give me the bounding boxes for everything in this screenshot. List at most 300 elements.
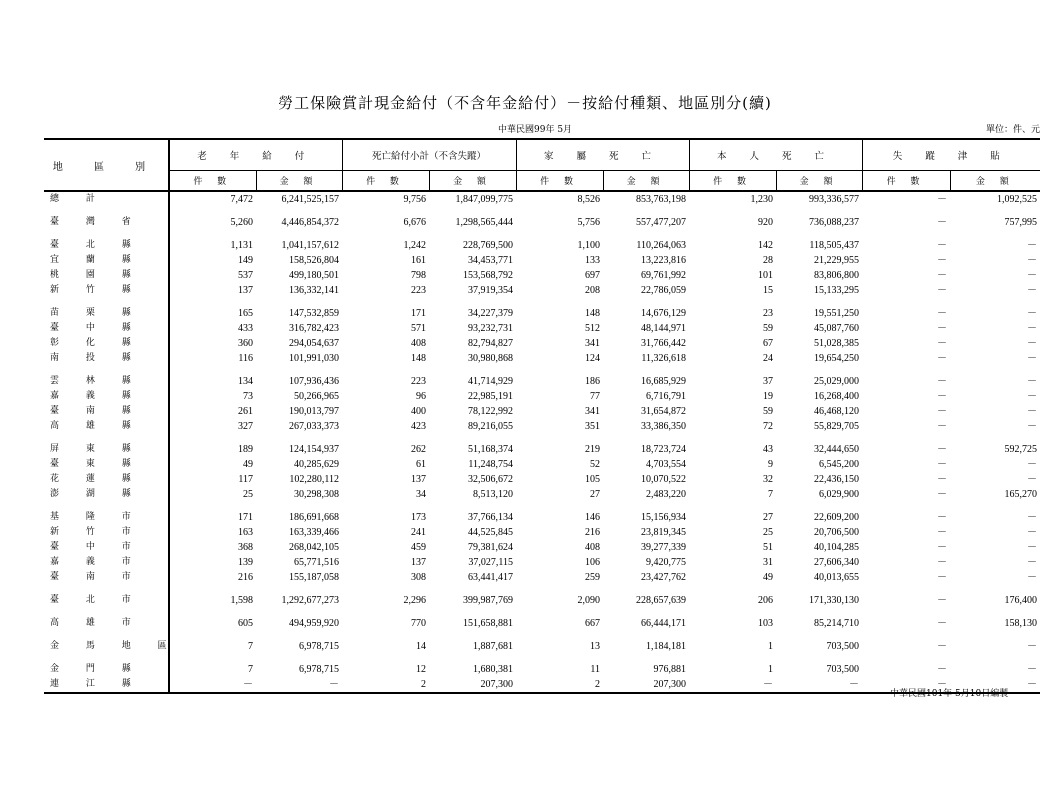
amount-cell: 165,270 (1004, 489, 1038, 500)
amount-cell: 51,168,374 (468, 444, 514, 455)
amount-cell: 22,609,200 (814, 512, 860, 523)
amount-cell: 2,483,220 (646, 489, 687, 500)
count-cell: － (937, 240, 948, 251)
region-header: 地 區 別 (44, 139, 169, 191)
region-name: 高 雄 縣 (44, 419, 169, 434)
count-cell: 327 (238, 421, 253, 432)
count-cell: 72 (763, 421, 774, 432)
count-cell: 11 (590, 664, 601, 675)
table-row (44, 472, 1040, 487)
region-name: 新 竹 縣 (44, 283, 169, 298)
report-date: 中華民國99年 5月 (498, 125, 573, 135)
amount-cell: 110,264,063 (636, 240, 687, 251)
amount-cell: 101,991,030 (289, 353, 339, 364)
amount-cell: 89,216,055 (468, 421, 514, 432)
count-cell: 12 (416, 664, 426, 675)
count-cell: 667 (585, 618, 601, 629)
count-cell: 27 (763, 512, 774, 523)
count-cell: － (169, 677, 256, 693)
table-row (44, 336, 1040, 351)
amount-cell: － (950, 677, 1040, 693)
region-name: 臺 南 縣 (44, 404, 169, 419)
count-cell: － (937, 664, 948, 675)
region-name: 臺 中 市 (44, 540, 169, 555)
amount-cell: 31,766,442 (641, 338, 687, 349)
amount-subheader: 金 額 (603, 171, 689, 192)
count-cell: 400 (411, 406, 426, 417)
amount-cell: 1,041,157,612 (281, 240, 339, 251)
count-subheader: 件 數 (862, 171, 950, 192)
count-cell: 259 (585, 572, 601, 583)
unit-label: 單位：件、元 (985, 125, 1040, 135)
count-cell: 139 (238, 557, 253, 568)
amount-cell: － (1027, 421, 1038, 432)
count-cell: 148 (585, 308, 601, 319)
amount-subheader: 金 額 (256, 171, 342, 192)
group-header-self-death: 本 人 死 亡 (689, 139, 862, 171)
count-cell: 223 (411, 285, 426, 296)
table-row (44, 366, 1040, 389)
amount-cell: 20,706,500 (814, 527, 860, 538)
region-name: 雲 林 縣 (44, 366, 169, 389)
count-cell: － (937, 217, 948, 228)
amount-cell: 592,725 (1004, 444, 1038, 455)
amount-cell: 39,277,339 (641, 542, 687, 553)
region-name: 臺 灣 省 (44, 207, 169, 230)
count-cell: 101 (758, 270, 774, 281)
count-subheader: 件 數 (169, 171, 256, 192)
count-cell: 798 (411, 270, 426, 281)
count-cell: 49 (763, 572, 774, 583)
amount-cell: 41,714,929 (468, 376, 514, 387)
count-cell: 171 (238, 512, 253, 523)
amount-cell: 48,144,971 (641, 323, 687, 334)
amount-cell: 10,070,522 (641, 474, 687, 485)
count-cell: 165 (238, 308, 253, 319)
count-cell: 6,676 (403, 217, 426, 228)
table-row (44, 207, 1040, 230)
count-cell: 24 (763, 353, 774, 364)
table-row (44, 457, 1040, 472)
table-row (44, 631, 1040, 654)
count-cell: － (937, 572, 948, 583)
count-cell: － (937, 270, 948, 281)
amount-cell: 8,513,120 (473, 489, 514, 500)
count-cell: 137 (411, 557, 426, 568)
amount-cell: 27,606,340 (814, 557, 860, 568)
table-row (44, 389, 1040, 404)
count-cell: 8,526 (577, 194, 601, 205)
region-name: 臺 北 市 (44, 585, 169, 608)
amount-cell: － (1027, 308, 1038, 319)
table-row (44, 434, 1040, 457)
amount-cell: 499,180,501 (289, 270, 339, 281)
amount-cell: － (1027, 572, 1038, 583)
amount-cell: 207,300 (603, 677, 689, 693)
amount-cell: 83,806,800 (814, 270, 860, 281)
count-cell: 208 (585, 285, 601, 296)
amount-cell: 153,568,792 (463, 270, 514, 281)
group-header-missing-allowance: 失 蹤 津 貼 (862, 139, 1040, 171)
table-row (44, 540, 1040, 555)
amount-cell: 6,545,200 (819, 459, 860, 470)
count-cell: 148 (411, 353, 426, 364)
amount-cell: 63,441,417 (468, 572, 514, 583)
report-title: 勞工保險賞計現金給付（不含年金給付）－按給付種類、地區別分(續) (278, 94, 772, 112)
count-cell: 25 (763, 527, 774, 538)
region-name: 彰 化 縣 (44, 336, 169, 351)
amount-cell: － (1027, 391, 1038, 402)
amount-cell: － (1027, 557, 1038, 568)
count-cell: 261 (238, 406, 253, 417)
region-name: 嘉 義 縣 (44, 389, 169, 404)
amount-cell: 1,184,181 (646, 641, 687, 652)
amount-cell: 46,468,120 (814, 406, 860, 417)
amount-cell: － (1027, 255, 1038, 266)
count-cell: 13 (590, 641, 601, 652)
count-cell: 351 (585, 421, 601, 432)
amount-cell: － (1027, 641, 1038, 652)
count-cell: 37 (763, 376, 774, 387)
amount-cell: 79,381,624 (468, 542, 514, 553)
amount-cell: 176,400 (1004, 595, 1038, 606)
amount-cell: 23,819,345 (641, 527, 687, 538)
amount-cell: － (1027, 406, 1038, 417)
amount-cell: 19,551,250 (814, 308, 860, 319)
group-header-death-subtotal: 死亡給付小計（不含失蹤） (342, 139, 516, 171)
count-cell: 408 (411, 338, 426, 349)
count-cell: － (937, 255, 948, 266)
amount-cell: 151,658,881 (463, 618, 514, 629)
amount-cell: 853,763,198 (636, 194, 687, 205)
count-cell: 219 (585, 444, 601, 455)
count-cell: 73 (243, 391, 253, 402)
amount-cell: 399,987,769 (463, 595, 514, 606)
amount-cell: 37,919,354 (468, 285, 514, 296)
amount-subheader: 金 額 (429, 171, 516, 192)
amount-cell: － (1027, 240, 1038, 251)
count-cell: 28 (763, 255, 774, 266)
count-cell: 161 (411, 255, 426, 266)
count-cell: 96 (416, 391, 426, 402)
amount-cell: 19,654,250 (814, 353, 860, 364)
compiled-date: 中華民國101年 5月10日編製 (890, 689, 1009, 699)
amount-cell: 557,477,207 (636, 217, 687, 228)
amount-cell: － (1027, 459, 1038, 470)
count-cell: 2 (516, 677, 603, 693)
table-row (44, 555, 1040, 570)
amount-cell: 4,703,554 (646, 459, 687, 470)
count-cell: 105 (585, 474, 601, 485)
count-cell: 216 (585, 527, 601, 538)
amount-cell: － (1027, 270, 1038, 281)
amount-cell: 9,420,775 (646, 557, 687, 568)
count-cell: 360 (238, 338, 253, 349)
region-name: 花 蓮 縣 (44, 472, 169, 487)
amount-cell: 13,223,816 (641, 255, 687, 266)
table-row (44, 298, 1040, 321)
count-cell: 34 (416, 489, 426, 500)
amount-cell: 976,881 (653, 664, 687, 675)
count-cell: 697 (585, 270, 601, 281)
count-cell: 23 (763, 308, 774, 319)
region-name: 臺 南 市 (44, 570, 169, 585)
amount-cell: 69,761,992 (641, 270, 687, 281)
region-name: 桃 園 縣 (44, 268, 169, 283)
count-cell: － (862, 677, 950, 693)
count-cell: 14 (416, 641, 426, 652)
table-row (44, 351, 1040, 366)
count-cell: 341 (585, 338, 601, 349)
amount-cell: 1,847,099,775 (455, 194, 514, 205)
table-row (44, 283, 1040, 298)
count-cell: － (937, 308, 948, 319)
table-row (44, 525, 1040, 540)
count-cell: 186 (585, 376, 601, 387)
region-name: 金 馬 地 區 (44, 631, 169, 654)
group-header-old-age: 老 年 給 付 (169, 139, 342, 171)
count-cell: － (937, 489, 948, 500)
count-cell: 459 (411, 542, 426, 553)
group-header-family-death: 家 屬 死 亡 (516, 139, 689, 171)
amount-cell: 6,716,791 (646, 391, 687, 402)
count-cell: － (689, 677, 776, 693)
count-cell: 571 (411, 323, 426, 334)
count-cell: 1 (768, 641, 774, 652)
amount-cell: 228,769,500 (463, 240, 514, 251)
count-cell: － (937, 194, 948, 205)
count-cell: 67 (763, 338, 774, 349)
count-cell: 137 (411, 474, 426, 485)
count-cell: 52 (590, 459, 601, 470)
amount-cell: 147,532,859 (289, 308, 339, 319)
amount-cell: 1,887,681 (473, 641, 514, 652)
amount-cell: 40,285,629 (294, 459, 339, 470)
count-cell: 19 (763, 391, 774, 402)
count-cell: 149 (238, 255, 253, 266)
amount-cell: 25,029,000 (814, 376, 860, 387)
amount-cell: 757,995 (1004, 217, 1038, 228)
amount-cell: 136,332,141 (289, 285, 339, 296)
count-cell: 262 (411, 444, 426, 455)
count-cell: 1,230 (750, 194, 774, 205)
amount-cell: 44,525,845 (468, 527, 514, 538)
table-row (44, 268, 1040, 283)
count-cell: 31 (763, 557, 774, 568)
count-cell: 2,296 (403, 595, 426, 606)
count-cell: 5,260 (230, 217, 253, 228)
count-cell: － (937, 376, 948, 387)
amount-cell: 34,453,771 (468, 255, 514, 266)
count-cell: 9,756 (403, 194, 426, 205)
count-cell: 146 (585, 512, 601, 523)
count-cell: 61 (416, 459, 426, 470)
count-cell: 920 (758, 217, 774, 228)
amount-cell: 33,386,350 (641, 421, 687, 432)
count-cell: 308 (411, 572, 426, 583)
amount-cell: 267,033,373 (289, 421, 339, 432)
count-cell: － (937, 618, 948, 629)
count-cell: 241 (411, 527, 426, 538)
amount-cell: 155,187,058 (289, 572, 339, 583)
count-cell: 433 (238, 323, 253, 334)
amount-cell: 736,088,237 (809, 217, 860, 228)
count-subheader: 件 數 (689, 171, 776, 192)
amount-cell: 15,133,295 (814, 285, 860, 296)
count-cell: － (937, 391, 948, 402)
count-cell: 134 (238, 376, 253, 387)
region-name: 臺 北 縣 (44, 230, 169, 253)
count-cell: 32 (763, 474, 774, 485)
count-cell: 124 (585, 353, 601, 364)
count-cell: 1,131 (230, 240, 253, 251)
count-cell: － (937, 459, 948, 470)
count-cell: 25 (243, 489, 253, 500)
count-subheader: 件 數 (342, 171, 429, 192)
region-name: 連 江 縣 (44, 677, 169, 693)
amount-cell: － (1027, 338, 1038, 349)
count-cell: 137 (238, 285, 253, 296)
amount-cell: 228,657,639 (636, 595, 687, 606)
count-cell: 103 (758, 618, 774, 629)
amount-cell: 6,978,715 (299, 641, 339, 652)
count-cell: 163 (238, 527, 253, 538)
amount-cell: 55,829,705 (814, 421, 860, 432)
amount-cell: － (1027, 474, 1038, 485)
amount-cell: 171,330,130 (809, 595, 860, 606)
count-cell: 116 (238, 353, 253, 364)
amount-cell: 294,054,637 (289, 338, 339, 349)
count-cell: 605 (238, 618, 253, 629)
count-cell: 423 (411, 421, 426, 432)
amount-cell: 82,794,827 (468, 338, 514, 349)
region-name: 嘉 義 市 (44, 555, 169, 570)
amount-cell: 14,676,129 (641, 308, 687, 319)
amount-cell: － (1027, 323, 1038, 334)
amount-cell: 494,959,920 (289, 618, 339, 629)
amount-cell: 23,427,762 (641, 572, 687, 583)
amount-cell: 21,229,955 (814, 255, 860, 266)
count-cell: 512 (585, 323, 601, 334)
count-cell: 1,598 (230, 595, 253, 606)
amount-cell: 163,339,466 (289, 527, 339, 538)
count-cell: 27 (590, 489, 601, 500)
amount-cell: 6,241,525,157 (281, 194, 339, 205)
amount-cell: － (776, 677, 862, 693)
count-cell: － (937, 406, 948, 417)
amount-cell: 50,266,965 (294, 391, 339, 402)
amount-cell: 30,980,868 (468, 353, 514, 364)
amount-cell: 51,028,385 (814, 338, 860, 349)
amount-cell: 22,985,191 (468, 391, 514, 402)
count-cell: 1,100 (577, 240, 601, 251)
count-cell: － (937, 512, 948, 523)
table-row (44, 253, 1040, 268)
region-name: 基 隆 市 (44, 502, 169, 525)
table-row (44, 321, 1040, 336)
count-cell: 5,756 (577, 217, 601, 228)
amount-cell: 11,326,618 (641, 353, 687, 364)
region-name: 屏 東 縣 (44, 434, 169, 457)
table-row (44, 191, 1040, 207)
count-cell: － (937, 474, 948, 485)
count-cell: － (937, 557, 948, 568)
amount-cell: 85,214,710 (814, 618, 860, 629)
count-cell: 341 (585, 406, 601, 417)
count-cell: 368 (238, 542, 253, 553)
count-cell: 7,472 (230, 194, 253, 205)
amount-cell: 78,122,992 (468, 406, 514, 417)
amount-cell: 207,300 (429, 677, 516, 693)
count-cell: 59 (763, 406, 774, 417)
amount-cell: 37,766,134 (468, 512, 514, 523)
count-cell: 7 (248, 641, 253, 652)
amount-cell: 22,786,059 (641, 285, 687, 296)
amount-cell: － (1027, 353, 1038, 364)
count-cell: 206 (758, 595, 774, 606)
amount-cell: 6,978,715 (299, 664, 339, 675)
table-row (44, 419, 1040, 434)
amount-cell: － (1027, 285, 1038, 296)
amount-cell: 703,500 (826, 664, 860, 675)
count-cell: － (937, 338, 948, 349)
count-cell: 15 (763, 285, 774, 296)
count-cell: 537 (238, 270, 253, 281)
count-cell: 1,242 (403, 240, 426, 251)
amount-cell: － (1027, 512, 1038, 523)
count-cell: 2 (342, 677, 429, 693)
table-row (44, 502, 1040, 525)
amount-cell: 37,027,115 (468, 557, 514, 568)
count-cell: 770 (411, 618, 426, 629)
amount-cell: － (1027, 542, 1038, 553)
amount-cell: 65,771,516 (294, 557, 339, 568)
table-row (44, 654, 1040, 677)
amount-cell: 158,526,804 (289, 255, 339, 266)
table-row (44, 570, 1040, 585)
count-cell: 142 (758, 240, 774, 251)
count-cell: 117 (238, 474, 253, 485)
benefit-table (44, 138, 1040, 694)
amount-cell: 703,500 (826, 641, 860, 652)
count-cell: 7 (248, 664, 253, 675)
amount-cell: 102,280,112 (289, 474, 339, 485)
count-cell: 43 (763, 444, 774, 455)
count-cell: 51 (763, 542, 774, 553)
amount-cell: 16,685,929 (641, 376, 687, 387)
amount-cell: 66,444,171 (641, 618, 687, 629)
count-cell: 106 (585, 557, 601, 568)
amount-cell: 6,029,900 (819, 489, 860, 500)
amount-cell: 1,298,565,444 (455, 217, 514, 228)
amount-cell: 1,680,381 (473, 664, 514, 675)
amount-cell: 124,154,937 (289, 444, 339, 455)
region-name: 臺 中 縣 (44, 321, 169, 336)
region-name: 澎 湖 縣 (44, 487, 169, 502)
amount-cell: 16,268,400 (814, 391, 860, 402)
count-cell: － (937, 527, 948, 538)
count-cell: 59 (763, 323, 774, 334)
count-cell: － (937, 285, 948, 296)
amount-cell: 40,013,655 (814, 572, 860, 583)
amount-cell: 1,292,677,273 (281, 595, 339, 606)
count-cell: 133 (585, 255, 601, 266)
amount-cell: － (1027, 376, 1038, 387)
amount-cell: 32,506,672 (468, 474, 514, 485)
region-name: 新 竹 市 (44, 525, 169, 540)
amount-cell: － (1027, 527, 1038, 538)
table-row (44, 404, 1040, 419)
